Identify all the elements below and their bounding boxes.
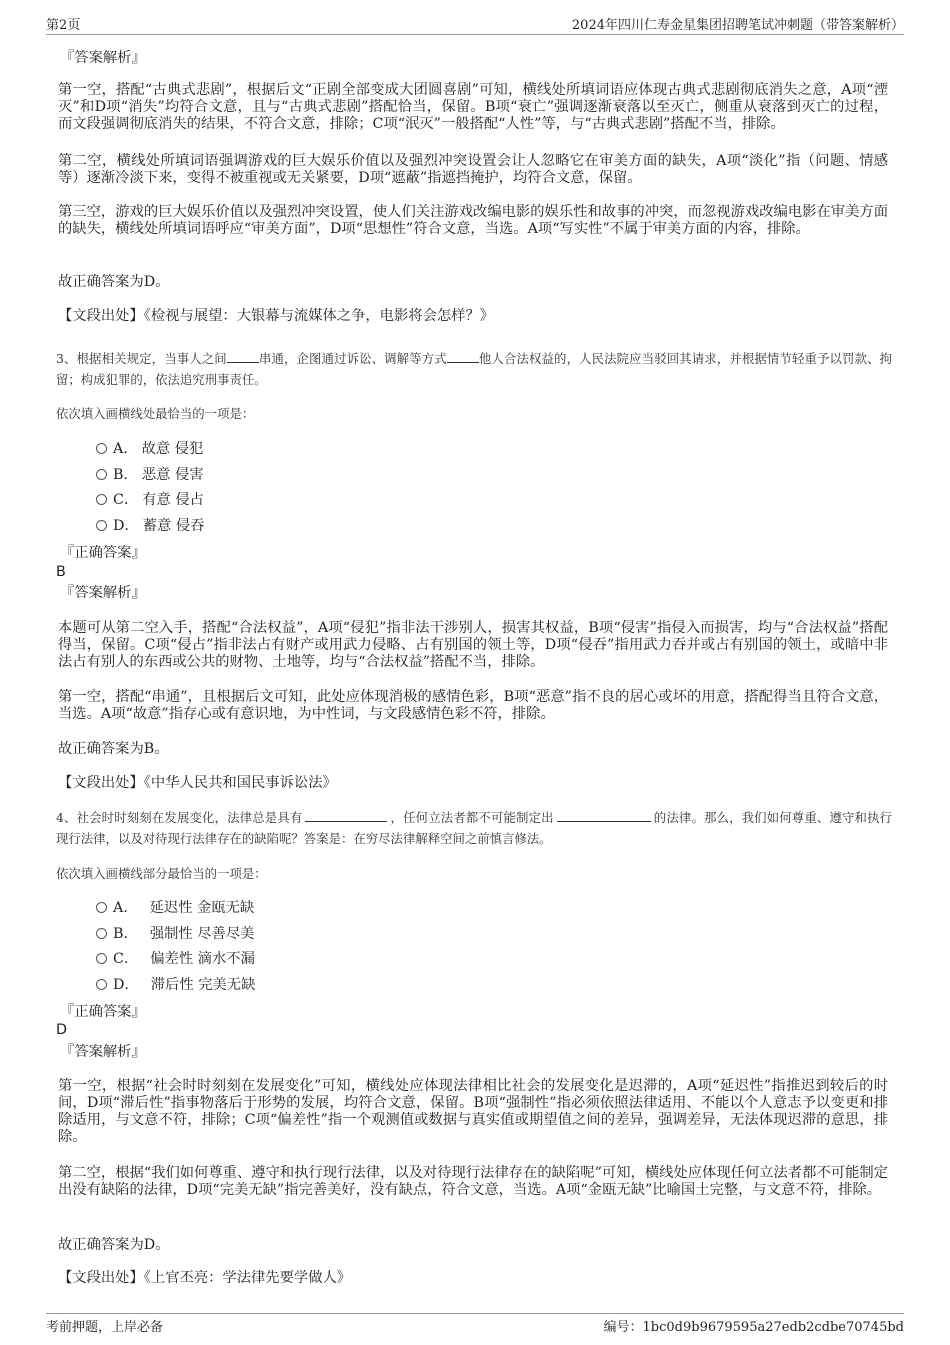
q3-correct-answer: B — [56, 564, 66, 580]
radio-icon[interactable] — [96, 494, 107, 505]
q4-source: 【文段出处】《上官丕亮：学法律先要学做人》 — [58, 1270, 352, 1286]
q4-correct-answer: D — [56, 1022, 68, 1038]
q3-option-d[interactable]: D． 蓄意 侵吞 — [96, 516, 205, 536]
q2-analysis-label: 『答案解析』 — [60, 50, 146, 66]
q4-conclusion: 故正确答案为D。 — [58, 1237, 170, 1253]
radio-icon[interactable] — [96, 443, 107, 454]
q3-instruction: 依次填入画横线处最恰当的一项是： — [56, 406, 255, 421]
q4-analysis-label: 『答案解析』 — [60, 1044, 146, 1060]
q3-conclusion: 故正确答案为B。 — [58, 741, 169, 757]
radio-icon[interactable] — [96, 953, 107, 964]
q3-stem: 3、根据相关规定，当事人之间 串通，企图通过诉讼、调解等方式 他人合法权益的，人民法院应当驳回其请求，并根据情节轻重予以罚款、拘留；构成犯罪的，依法追究刑事责任。 — [56, 351, 893, 387]
radio-icon[interactable] — [96, 979, 107, 990]
q2-conclusion: 故正确答案为D。 — [58, 274, 170, 290]
q4-analysis-p1: 第一空，根据“社会时时刻刻在发展变化”可知，横线处应体现法律相比社会的发展变化是迟滞的，A项“延迟性”指推迟到较后的时间，D项“滞后性”指事物落后于形势的发展，均符合文意，保留。B项“强制性”指必须依照法律适用、不能以个人意志予以变更和排除适用，与文意不符，排除；C项“偏差性”指一个观测值或数据与真实值或期望值之间的差异，强调差异，无法体现迟滞的意思，排除。 — [58, 1078, 888, 1145]
q4-option-d[interactable]: D． 滞后性 完美无缺 — [96, 975, 255, 995]
footer-slogan: 考前押题，上岸必备 — [46, 1320, 164, 1335]
document-id: 编号：1bc0d9b9679595a27edb2cdbe70745bd — [603, 1320, 904, 1335]
radio-icon[interactable] — [96, 928, 107, 939]
q3-option-a[interactable]: A． 故意 侵犯 — [96, 439, 203, 459]
q2-analysis-p1: 第一空，搭配“古典式悲剧”，根据后文“正剧全部变成大团圆喜剧”可知，横线处所填词语应体现古典式悲剧彻底消失之意，A项“湮灭”和D项“消失”均符合文意，且与“古典式悲剧”搭配恰当，保留。B项“衰亡”强调逐渐衰落以至灭亡，侧重从衰落到灭亡的过程，而文段强调彻底消失的结果，不符合文意，排除；C项“泯灭”一般搭配“人性”等，与“古典式悲剧”搭配不当，排除。 — [58, 82, 888, 132]
radio-icon[interactable] — [96, 902, 107, 913]
q3-option-b[interactable]: B． 恶意 侵害 — [96, 465, 204, 485]
q3-analysis-p1: 本题可从第二空入手，搭配“合法权益”，A项“侵犯”指非法干涉别人，损害其权益，B项“侵害”指侵入而损害，均与“合法权益”搭配得当，保留。C项“侵占”指非法占有财产或用武力侵略、占有别国的领土等，D项“侵吞”指用武力吞并或占有别国的领土，或暗中非法占有别人的东西或公共的财物、土地等，均与“合法权益”搭配不当，排除。 — [58, 620, 888, 670]
q3-analysis-label: 『答案解析』 — [60, 585, 146, 601]
q3-analysis-p2: 第一空，搭配“串通”，且根据后文可知，此处应体现消极的感情色彩，B项“恶意”指不良的居心或坏的用意，搭配得当且符合文意，当选。A项“故意”指存心或有意识地，为中性词，与文段感情色彩不符，排除。 — [58, 689, 888, 722]
q4-option-a[interactable]: A． 延迟性 金瓯无缺 — [96, 898, 254, 918]
radio-icon[interactable] — [96, 520, 107, 531]
q4-stem: 4、社会时时刻刻在发展变化，法律总是具有 ，任何立法者都不可能制定出 的法律。那么，我们如何尊重、遵守和执行现行法律，以及对待现行法律存在的缺陷呢？答案是：在穷尽法律解释空间之前慎言修法。 — [56, 810, 893, 846]
q2-source: 【文段出处】《检视与展望：大银幕与流媒体之争，电影将会怎样？》 — [58, 308, 495, 324]
q4-option-c[interactable]: C． 偏差性 滴水不漏 — [96, 949, 255, 969]
q4-option-b[interactable]: B． 强制性 尽善尽美 — [96, 924, 254, 944]
q3-source: 【文段出处】《中华人民共和国民事诉讼法》 — [58, 775, 337, 791]
q2-analysis-p2: 第二空，横线处所填词语强调游戏的巨大娱乐价值以及强烈冲突设置会让人忽略它在审美方面的缺失，A项“淡化”指（问题、情感等）逐渐冷淡下来，变得不被重视或无关紧要，D项“遮蔽”指遮挡掩护，均符合文意，保留。 — [58, 153, 888, 186]
q4-instruction: 依次填入画横线部分最恰当的一项是： — [56, 866, 267, 881]
radio-icon[interactable] — [96, 469, 107, 480]
page-footer — [46, 1313, 904, 1334]
q3-correct-label: 『正确答案』 — [60, 545, 146, 561]
q4-analysis-p2: 第二空，根据“我们如何尊重、遵守和执行现行法律，以及对待现行法律存在的缺陷呢”可知，横线处应体现任何立法者都不可能制定出没有缺陷的法律，D项“完美无缺”指完善美好，没有缺点，符合文意，当选。A项“金瓯无缺”比喻国土完整，与文意不符，排除。 — [58, 1165, 888, 1198]
page-number: 第2页 — [46, 18, 81, 33]
q4-correct-label: 『正确答案』 — [60, 1004, 146, 1020]
q3-option-c[interactable]: C． 有意 侵占 — [96, 490, 204, 510]
page-header — [46, 14, 904, 35]
document-title: 2024年四川仁寿金星集团招聘笔试冲刺题（带答案解析） — [571, 18, 904, 33]
q2-analysis-p3: 第三空，游戏的巨大娱乐价值以及强烈冲突设置，使人们关注游戏改编电影的娱乐性和故事的冲突，而忽视游戏改编电影在审美方面的缺失，横线处所填词语呼应“审美方面”，D项“思想性”符合文意，当选。A项“写实性”不属于审美方面的内容，排除。 — [58, 204, 888, 237]
